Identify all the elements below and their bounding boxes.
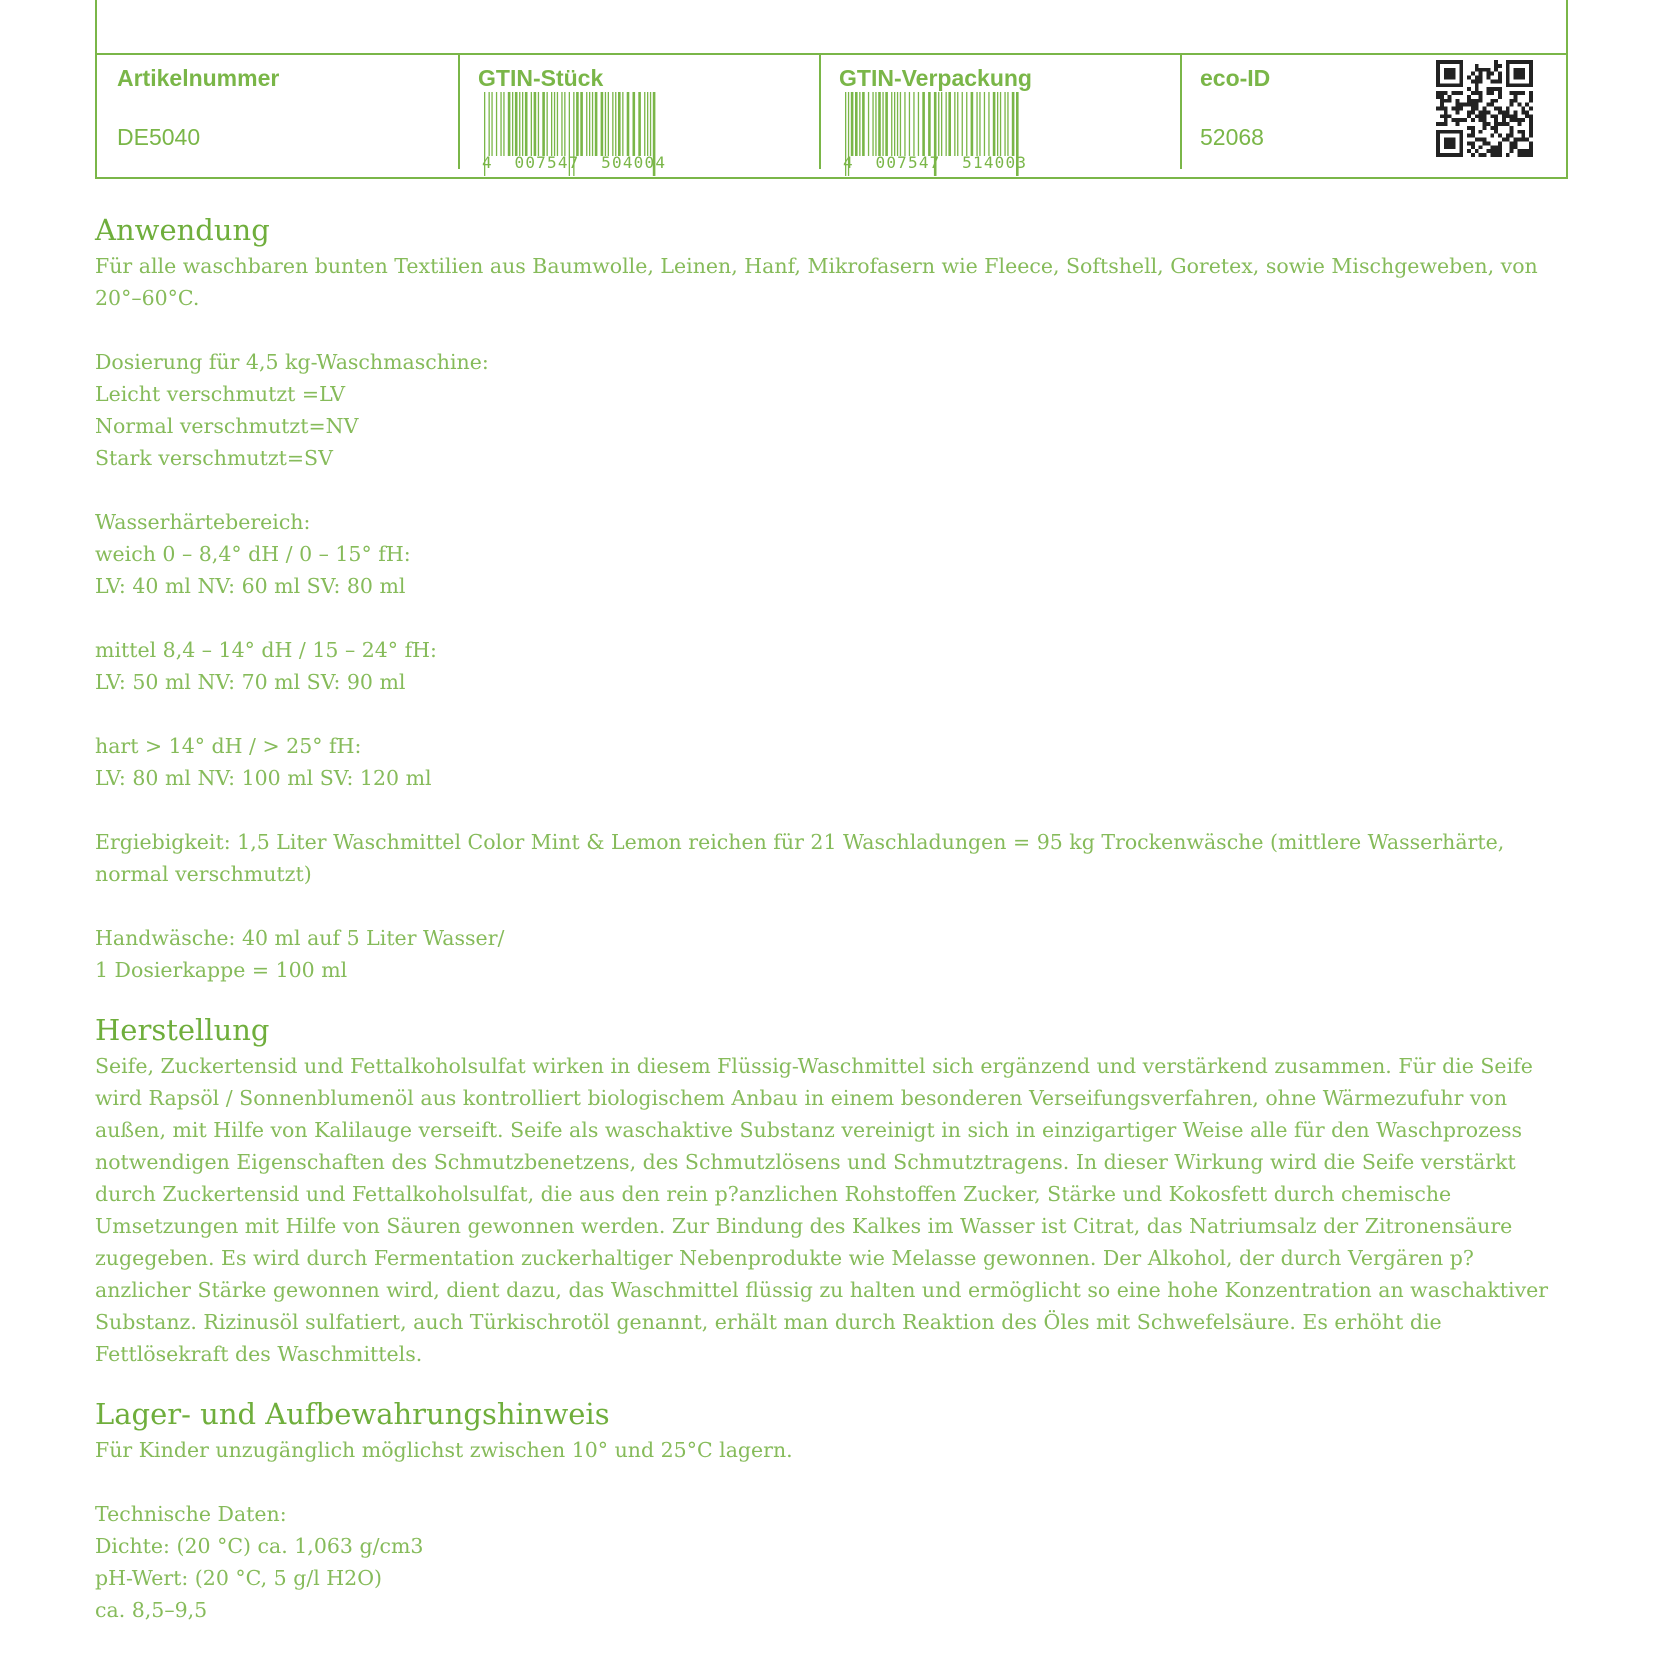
eco-id-label: eco-ID: [1200, 65, 1271, 91]
text-line: LV: 50 ml NV: 70 ml SV: 90 ml: [95, 670, 406, 694]
text-line: Normal verschmutzt=NV: [95, 414, 359, 438]
text-line: Wasserhärtebereich:: [95, 510, 311, 534]
text-line: Dichte: (20 °C) ca. 1,063 g/cm3: [95, 1534, 424, 1558]
ergiebigkeit-text: Ergiebigkeit: 1,5 Liter Waschmittel Color Mint & Lemon reichen für 21 Waschladungen = 95 kg Trockenwäsche (mittlere Wasserhärte, normal verschmutzt): [95, 830, 1505, 886]
handwaesche-block: [95, 922, 1575, 986]
text-line: hart > 14° dH / > 25° fH:: [95, 734, 362, 758]
artikelnummer-label: Artikelnummer: [117, 65, 280, 91]
lager-heading: Lager- und Aufbewahrungshinweis: [95, 1397, 610, 1431]
anwendung-heading: Anwendung: [95, 213, 270, 247]
text-line: Stark verschmutzt=SV: [95, 446, 333, 470]
top-frame: [95, 0, 1568, 55]
product-info-table: [95, 53, 1568, 179]
lager-text: Für Kinder unzugänglich möglichst zwischen 10° und 25°C lagern.: [95, 1438, 793, 1462]
text-line: Leicht verschmutzt =LV: [95, 382, 346, 406]
gtin-verpackung-digits: 4 007547 514003: [843, 153, 1028, 172]
technische-daten-block: [95, 1498, 1575, 1626]
eco-id-value: 52068: [1200, 124, 1264, 150]
text-line: weich 0 – 8,4° dH / 0 – 15° fH:: [95, 542, 411, 566]
herstellung-text: Seife, Zuckertensid und Fettalkoholsulfat wirken in diesem Flüssig-Waschmittel sich ergänzend und verstärkend zusammen. Für die Seife wird Rapsöl / Sonnenblumenöl aus kontrolliert biologischem Anbau in einem besonderen Verseifungsverfahren, ohne Wärmezufuhr von außen, mit Hilfe von Kalilauge verseift. Seife als waschaktive Substanz vereinigt in sich in einzigartiger Weise alle für den Waschprozess notwendigen Eigenschaften des Schmutzbenetzens, des Schmutzlösens und Schmutztragens. In dieser Wirkung wird die Seife verstärkt durch Zuckertensid und Fettalkoholsulfat, die aus den rein p?anzlichen Rohstoffen Zucker, Stärke und Kokosfett durch chemische Umsetzungen mit Hilfe von Säuren gewonnen werden. Zur Bindung des Kalkes im Wasser ist Citrat, das Natriumsalz der Zitronensäure zugegeben. Es wird durch Fermentation zuckerhaltiger Nebenprodukte wie Melasse gewonnen. Der Alkohol, der durch Vergären p? anzlicher Stärke gewonnen wird, dient dazu, das Waschmittel flüssig zu halten und ermöglicht so eine hohe Konzentration an waschaktiver Substanz. Rizinusöl sulfatiert, auch Türkischrotöl genannt, erhält man durch Reaktion des Öles mit Schwefelsäure. Es erhöht die Fettlösekraft des Waschmittels.: [95, 1054, 1549, 1366]
gtin-stueck-label: GTIN-Stück: [478, 65, 604, 91]
text-line: ca. 8,5–9,5: [95, 1598, 208, 1622]
qr-code-icon: [1436, 60, 1533, 157]
weich-block: [95, 506, 1575, 602]
text-line: pH-Wert: (20 °C, 5 g/l H2O): [95, 1566, 383, 1590]
eco-id-cell: [1180, 55, 1566, 177]
gtin-stueck-cell: [458, 55, 819, 177]
gtin-verpackung-cell: [819, 55, 1180, 177]
text-line: LV: 80 ml NV: 100 ml SV: 120 ml: [95, 766, 432, 790]
anwendung-intro: Für alle waschbaren bunten Textilien aus Baumwolle, Leinen, Hanf, Mikrofasern wie Fleece, Softshell, Goretex, sowie Mischgeweben, von 20°–60°C.: [95, 254, 1538, 310]
mittel-block: [95, 634, 1575, 698]
dosierung-block: [95, 346, 1575, 474]
gtin-verpackung-label: GTIN-Verpackung: [839, 65, 1032, 91]
text-line: Dosierung für 4,5 kg-Waschmaschine:: [95, 350, 489, 374]
artikelnummer-cell: [97, 55, 458, 177]
hart-block: [95, 730, 1575, 794]
text-line: Handwäsche: 40 ml auf 5 Liter Wasser/: [95, 926, 505, 950]
text-line: 1 Dosierkappe = 100 ml: [95, 958, 348, 982]
artikelnummer-value: DE5040: [117, 124, 201, 150]
herstellung-heading: Herstellung: [95, 1013, 270, 1047]
text-line: Technische Daten:: [95, 1502, 287, 1526]
gtin-stueck-digits: 4 007547 504004: [482, 153, 667, 172]
document-body: [95, 210, 1575, 1626]
text-line: LV: 40 ml NV: 60 ml SV: 80 ml: [95, 574, 406, 598]
text-line: mittel 8,4 – 14° dH / 15 – 24° fH:: [95, 638, 437, 662]
